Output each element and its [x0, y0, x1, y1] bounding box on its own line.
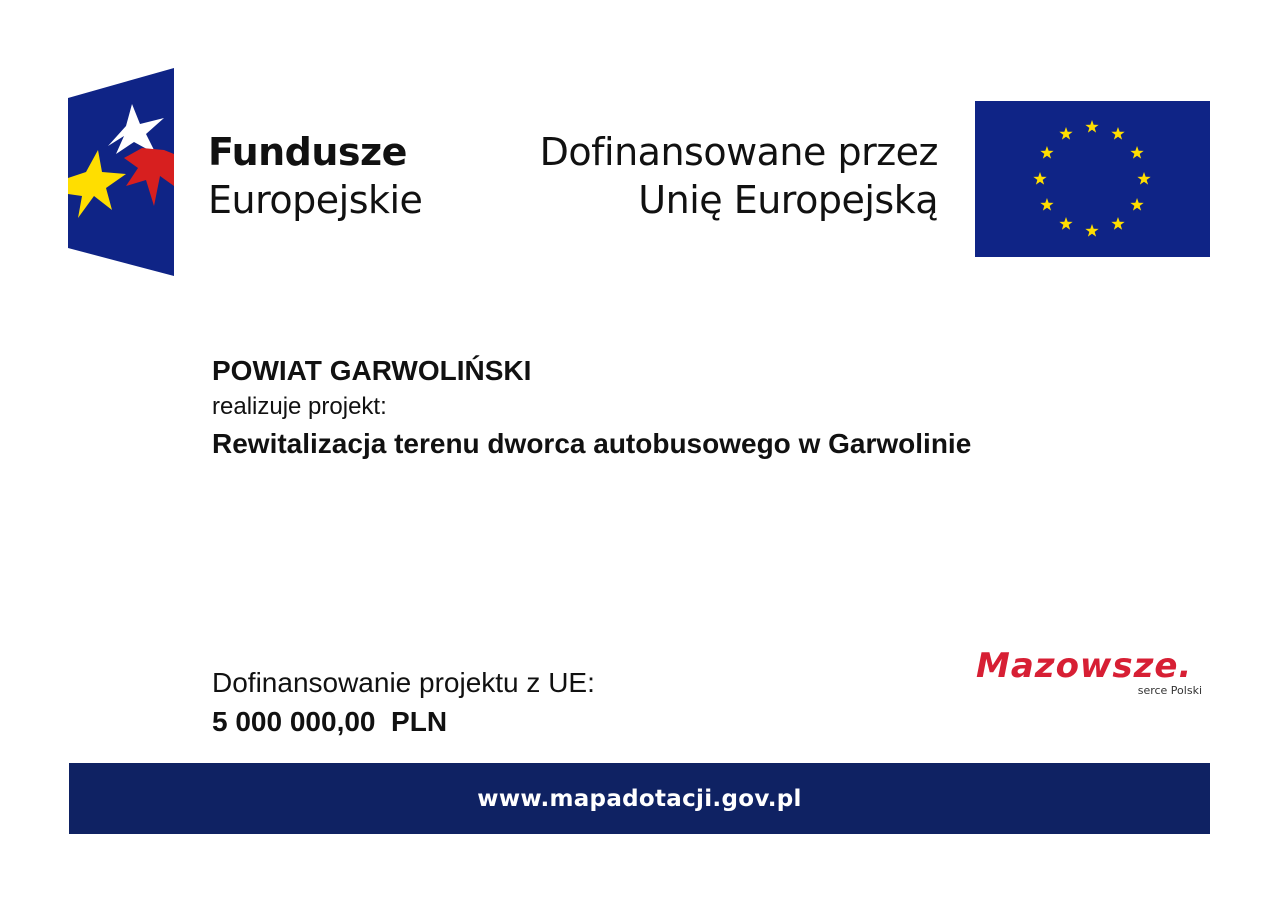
eu-star [1130, 198, 1143, 211]
footer-url[interactable]: www.mapadotacji.gov.pl [477, 785, 802, 812]
eu-star [1111, 217, 1124, 230]
eu-star [1059, 127, 1072, 140]
eu-star [1059, 217, 1072, 230]
eu-star [1085, 120, 1098, 133]
funding-amount: 5 000 000,00 PLN [212, 706, 448, 737]
eu-star [1085, 224, 1098, 237]
funding-info [212, 664, 595, 742]
project-info [212, 352, 971, 464]
funding-label: Dofinansowanie projektu z UE: [212, 667, 595, 698]
mazowsze-tagline: serce Polski [1137, 684, 1202, 697]
eu-flag-icon [975, 101, 1210, 257]
cofinanced-by-statement [540, 128, 938, 224]
cofinanced-by-line1: Dofinansowane przez [539, 130, 938, 174]
project-title: Rewitalizacja terenu dworca autobusowego w Garwolinie [212, 428, 972, 459]
fundusze-europejskie-logo-icon [68, 68, 176, 276]
programme-name-line2: Europejskie [208, 178, 423, 222]
cofinanced-by-line2: Unię Europejską [638, 178, 938, 222]
eu-star [1111, 127, 1124, 140]
eu-star [1040, 198, 1053, 211]
eu-stars [975, 101, 1210, 257]
realizes-label: realizuje projekt: [212, 393, 387, 420]
mazowsze-logo-icon [976, 646, 1212, 702]
footer-band [69, 763, 1210, 834]
programme-name [208, 128, 422, 224]
eu-star [1130, 146, 1143, 159]
programme-name-line1: Fundusze [208, 130, 407, 174]
mazowsze-wordmark: Mazowsze. [976, 646, 1193, 686]
beneficiary-name: POWIAT GARWOLIŃSKI [212, 355, 532, 386]
eu-star [1040, 146, 1053, 159]
eu-star [1033, 172, 1046, 185]
eu-star [1137, 172, 1150, 185]
